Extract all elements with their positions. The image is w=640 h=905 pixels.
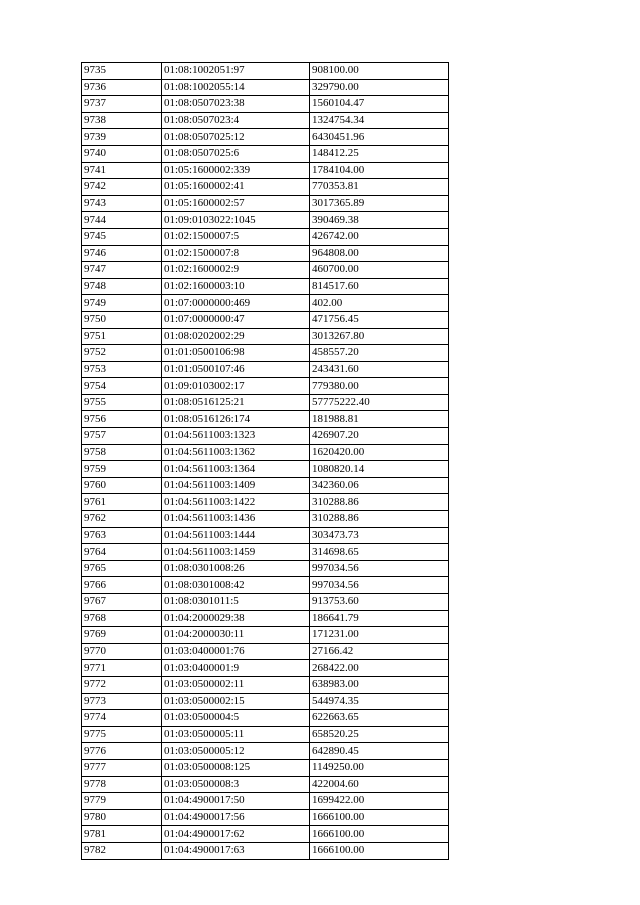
- row-number-cell: 9754: [82, 378, 162, 395]
- row-number-cell: 9761: [82, 494, 162, 511]
- cadastral-number-cell: 01:04:4900017:63: [162, 842, 310, 859]
- cadastral-number-cell: 01:08:0516126:174: [162, 411, 310, 428]
- row-number-cell: 9775: [82, 726, 162, 743]
- row-number-cell: 9739: [82, 129, 162, 146]
- cadastral-number-cell: 01:02:1600002:9: [162, 262, 310, 279]
- row-number-cell: 9781: [82, 826, 162, 843]
- cadastral-number-cell: 01:08:0507025:12: [162, 129, 310, 146]
- cadastral-number-cell: 01:08:0516125:21: [162, 394, 310, 411]
- value-cell: 997034.56: [310, 577, 449, 594]
- table-row: [82, 594, 449, 611]
- table-row: [82, 743, 449, 760]
- row-number-cell: 9782: [82, 842, 162, 859]
- value-cell: 460700.00: [310, 262, 449, 279]
- cadastral-number-cell: 01:04:4900017:62: [162, 826, 310, 843]
- row-number-cell: 9756: [82, 411, 162, 428]
- table-row: [82, 378, 449, 395]
- row-number-cell: 9766: [82, 577, 162, 594]
- cadastral-number-cell: 01:08:1002051:97: [162, 63, 310, 80]
- row-number-cell: 9776: [82, 743, 162, 760]
- row-number-cell: 9763: [82, 527, 162, 544]
- cadastral-number-cell: 01:09:0103022:1045: [162, 212, 310, 229]
- value-cell: 544974.35: [310, 693, 449, 710]
- cadastral-number-cell: 01:04:5611003:1444: [162, 527, 310, 544]
- row-number-cell: 9777: [82, 759, 162, 776]
- row-number-cell: 9742: [82, 179, 162, 196]
- value-cell: 6430451.96: [310, 129, 449, 146]
- value-cell: 471756.45: [310, 311, 449, 328]
- cadastral-number-cell: 01:09:0103002:17: [162, 378, 310, 395]
- table-row: [82, 759, 449, 776]
- row-number-cell: 9779: [82, 793, 162, 810]
- cadastral-number-cell: 01:04:5611003:1362: [162, 444, 310, 461]
- cadastral-number-cell: 01:07:0000000:469: [162, 295, 310, 312]
- value-cell: 3013267.80: [310, 328, 449, 345]
- row-number-cell: 9736: [82, 79, 162, 96]
- table-row: [82, 112, 449, 129]
- value-cell: 964808.00: [310, 245, 449, 262]
- table-row: [82, 212, 449, 229]
- table-row: [82, 693, 449, 710]
- table-row: [82, 710, 449, 727]
- cadastral-number-cell: 01:03:0500008:125: [162, 759, 310, 776]
- table-row: [82, 228, 449, 245]
- value-cell: 3017365.89: [310, 195, 449, 212]
- value-cell: 402.00: [310, 295, 449, 312]
- row-number-cell: 9748: [82, 278, 162, 295]
- value-cell: 622663.65: [310, 710, 449, 727]
- table-row: [82, 793, 449, 810]
- value-cell: 181988.81: [310, 411, 449, 428]
- row-number-cell: 9759: [82, 461, 162, 478]
- table-row: [82, 461, 449, 478]
- table-row: [82, 477, 449, 494]
- row-number-cell: 9774: [82, 710, 162, 727]
- value-cell: 186641.79: [310, 610, 449, 627]
- value-cell: 342360.06: [310, 477, 449, 494]
- cadastral-number-cell: 01:08:1002055:14: [162, 79, 310, 96]
- row-number-cell: 9778: [82, 776, 162, 793]
- data-table-body: [82, 63, 449, 860]
- value-cell: 908100.00: [310, 63, 449, 80]
- cadastral-number-cell: 01:04:4900017:56: [162, 809, 310, 826]
- cadastral-number-cell: 01:08:0507023:4: [162, 112, 310, 129]
- table-row: [82, 345, 449, 362]
- value-cell: 314698.65: [310, 544, 449, 561]
- cadastral-number-cell: 01:04:2000029:38: [162, 610, 310, 627]
- value-cell: 913753.60: [310, 594, 449, 611]
- value-cell: 303473.73: [310, 527, 449, 544]
- row-number-cell: 9745: [82, 228, 162, 245]
- row-number-cell: 9767: [82, 594, 162, 611]
- row-number-cell: 9753: [82, 361, 162, 378]
- table-row: [82, 627, 449, 644]
- cadastral-number-cell: 01:03:0400001:76: [162, 643, 310, 660]
- row-number-cell: 9747: [82, 262, 162, 279]
- table-row: [82, 842, 449, 859]
- cadastral-number-cell: 01:04:5611003:1364: [162, 461, 310, 478]
- value-cell: 310288.86: [310, 494, 449, 511]
- table-row: [82, 195, 449, 212]
- value-cell: 27166.42: [310, 643, 449, 660]
- table-row: [82, 295, 449, 312]
- table-row: [82, 428, 449, 445]
- row-number-cell: 9746: [82, 245, 162, 262]
- value-cell: 458557.20: [310, 345, 449, 362]
- table-row: [82, 676, 449, 693]
- row-number-cell: 9760: [82, 477, 162, 494]
- value-cell: 243431.60: [310, 361, 449, 378]
- row-number-cell: 9741: [82, 162, 162, 179]
- table-row: [82, 394, 449, 411]
- cadastral-number-cell: 01:03:0500005:12: [162, 743, 310, 760]
- row-number-cell: 9740: [82, 145, 162, 162]
- value-cell: 1620420.00: [310, 444, 449, 461]
- cadastral-number-cell: 01:07:0000000:47: [162, 311, 310, 328]
- row-number-cell: 9755: [82, 394, 162, 411]
- value-cell: 310288.86: [310, 511, 449, 528]
- row-number-cell: 9735: [82, 63, 162, 80]
- table-row: [82, 544, 449, 561]
- row-number-cell: 9764: [82, 544, 162, 561]
- cadastral-number-cell: 01:08:0301011:5: [162, 594, 310, 611]
- table-row: [82, 328, 449, 345]
- table-row: [82, 610, 449, 627]
- table-row: [82, 643, 449, 660]
- table-row: [82, 776, 449, 793]
- table-row: [82, 79, 449, 96]
- row-number-cell: 9750: [82, 311, 162, 328]
- row-number-cell: 9743: [82, 195, 162, 212]
- table-row: [82, 527, 449, 544]
- table-row: [82, 96, 449, 113]
- cadastral-number-cell: 01:08:0202002:29: [162, 328, 310, 345]
- table-row: [82, 826, 449, 843]
- table-row: [82, 262, 449, 279]
- cadastral-number-cell: 01:08:0507025:6: [162, 145, 310, 162]
- cadastral-number-cell: 01:03:0400001:9: [162, 660, 310, 677]
- cadastral-number-cell: 01:03:0500002:15: [162, 693, 310, 710]
- value-cell: 390469.38: [310, 212, 449, 229]
- row-number-cell: 9773: [82, 693, 162, 710]
- value-cell: 426907.20: [310, 428, 449, 445]
- table-row: [82, 162, 449, 179]
- value-cell: 57775222.40: [310, 394, 449, 411]
- value-cell: 1149250.00: [310, 759, 449, 776]
- value-cell: 1666100.00: [310, 826, 449, 843]
- value-cell: 1784104.00: [310, 162, 449, 179]
- value-cell: 422004.60: [310, 776, 449, 793]
- value-cell: 148412.25: [310, 145, 449, 162]
- table-row: [82, 311, 449, 328]
- cadastral-number-cell: 01:05:1600002:339: [162, 162, 310, 179]
- value-cell: 329790.00: [310, 79, 449, 96]
- table-row: [82, 560, 449, 577]
- cadastral-number-cell: 01:04:5611003:1436: [162, 511, 310, 528]
- cadastral-number-cell: 01:03:0500002:11: [162, 676, 310, 693]
- table-row: [82, 145, 449, 162]
- value-cell: 997034.56: [310, 560, 449, 577]
- cadastral-number-cell: 01:04:4900017:50: [162, 793, 310, 810]
- cadastral-number-cell: 01:03:0500008:3: [162, 776, 310, 793]
- cadastral-number-cell: 01:04:2000030:11: [162, 627, 310, 644]
- cadastral-number-cell: 01:08:0301008:42: [162, 577, 310, 594]
- value-cell: 268422.00: [310, 660, 449, 677]
- row-number-cell: 9737: [82, 96, 162, 113]
- table-row: [82, 726, 449, 743]
- cadastral-number-cell: 01:02:1600003:10: [162, 278, 310, 295]
- data-table: [81, 62, 449, 860]
- cadastral-number-cell: 01:04:5611003:1409: [162, 477, 310, 494]
- row-number-cell: 9770: [82, 643, 162, 660]
- value-cell: 1080820.14: [310, 461, 449, 478]
- value-cell: 1699422.00: [310, 793, 449, 810]
- table-row: [82, 179, 449, 196]
- row-number-cell: 9758: [82, 444, 162, 461]
- cadastral-number-cell: 01:02:1500007:8: [162, 245, 310, 262]
- value-cell: 426742.00: [310, 228, 449, 245]
- cadastral-number-cell: 01:05:1600002:57: [162, 195, 310, 212]
- cadastral-number-cell: 01:01:0500107:46: [162, 361, 310, 378]
- value-cell: 779380.00: [310, 378, 449, 395]
- table-row: [82, 361, 449, 378]
- row-number-cell: 9762: [82, 511, 162, 528]
- cadastral-number-cell: 01:05:1600002:41: [162, 179, 310, 196]
- value-cell: 658520.25: [310, 726, 449, 743]
- cadastral-number-cell: 01:04:5611003:1459: [162, 544, 310, 561]
- table-row: [82, 494, 449, 511]
- row-number-cell: 9765: [82, 560, 162, 577]
- cadastral-number-cell: 01:02:1500007:5: [162, 228, 310, 245]
- row-number-cell: 9744: [82, 212, 162, 229]
- row-number-cell: 9749: [82, 295, 162, 312]
- table-row: [82, 129, 449, 146]
- row-number-cell: 9768: [82, 610, 162, 627]
- cadastral-number-cell: 01:04:5611003:1422: [162, 494, 310, 511]
- value-cell: 171231.00: [310, 627, 449, 644]
- value-cell: 1560104.47: [310, 96, 449, 113]
- cadastral-number-cell: 01:08:0301008:26: [162, 560, 310, 577]
- row-number-cell: 9752: [82, 345, 162, 362]
- row-number-cell: 9771: [82, 660, 162, 677]
- table-row: [82, 63, 449, 80]
- value-cell: 642890.45: [310, 743, 449, 760]
- table-row: [82, 809, 449, 826]
- row-number-cell: 9751: [82, 328, 162, 345]
- row-number-cell: 9772: [82, 676, 162, 693]
- table-row: [82, 411, 449, 428]
- value-cell: 1666100.00: [310, 809, 449, 826]
- value-cell: 638983.00: [310, 676, 449, 693]
- cadastral-number-cell: 01:04:5611003:1323: [162, 428, 310, 445]
- table-row: [82, 444, 449, 461]
- value-cell: 1666100.00: [310, 842, 449, 859]
- value-cell: 814517.60: [310, 278, 449, 295]
- row-number-cell: 9757: [82, 428, 162, 445]
- table-row: [82, 278, 449, 295]
- table-row: [82, 511, 449, 528]
- row-number-cell: 9780: [82, 809, 162, 826]
- cadastral-number-cell: 01:08:0507023:38: [162, 96, 310, 113]
- table-row: [82, 245, 449, 262]
- value-cell: 770353.81: [310, 179, 449, 196]
- value-cell: 1324754.34: [310, 112, 449, 129]
- row-number-cell: 9738: [82, 112, 162, 129]
- cadastral-number-cell: 01:01:0500106:98: [162, 345, 310, 362]
- cadastral-number-cell: 01:03:0500004:5: [162, 710, 310, 727]
- table-row: [82, 660, 449, 677]
- row-number-cell: 9769: [82, 627, 162, 644]
- table-row: [82, 577, 449, 594]
- cadastral-number-cell: 01:03:0500005:11: [162, 726, 310, 743]
